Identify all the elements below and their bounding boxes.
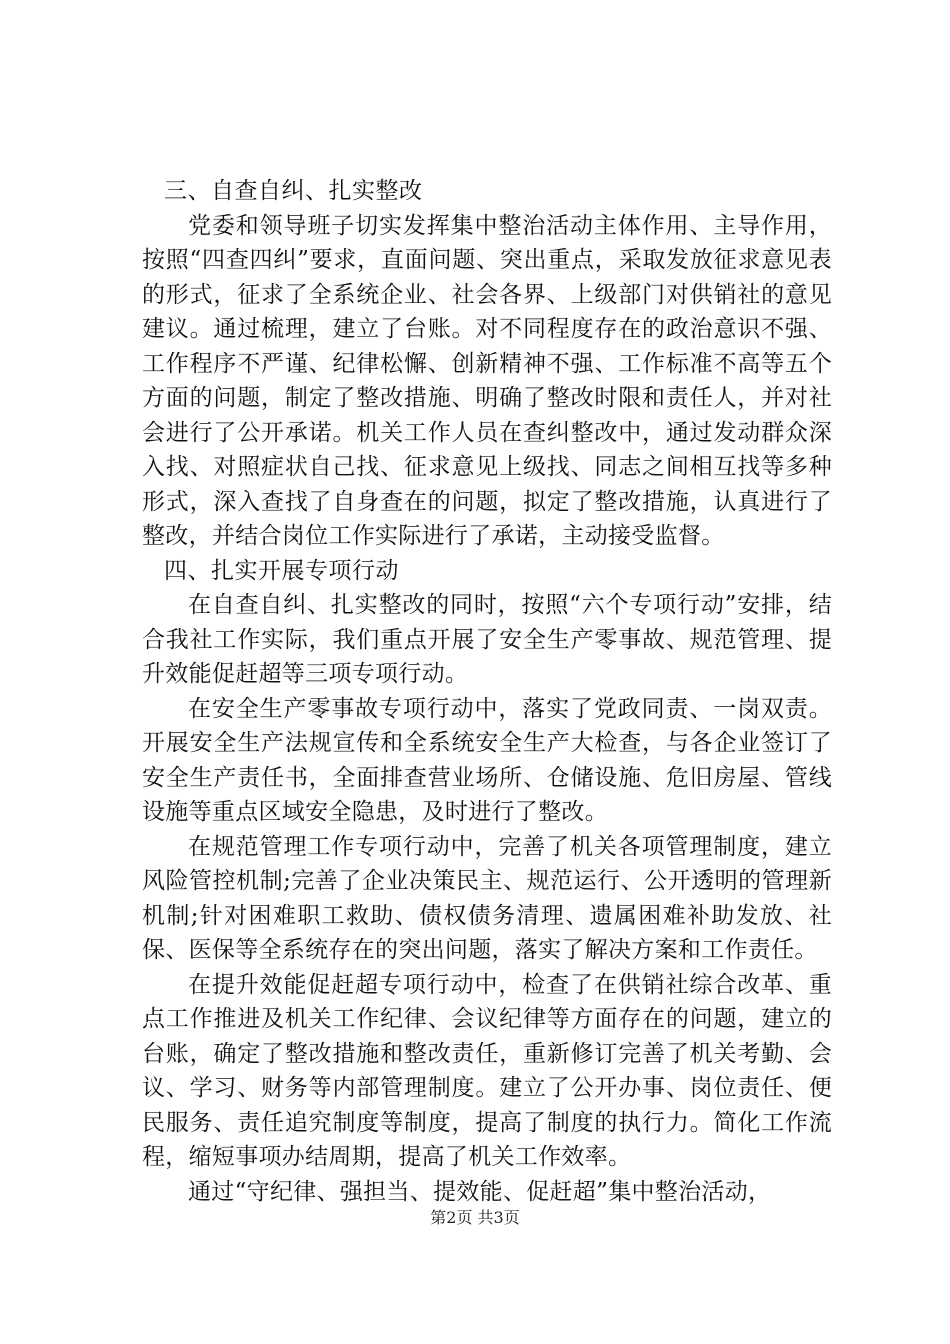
paragraph: 在规范管理工作专项行动中，完善了机关各项管理制度，建立风险管控机制;完善了企业决策民主、规范运行、公开透明的管理新机制;针对困难职工救助、债权债务清理、遗属困难补助发放、社保、医保等全系统存在的突出问题，落实了解决方案和工作责任。 (142, 833, 832, 963)
section-heading-3: 三、自查自纠、扎实整改 (164, 178, 423, 204)
paragraph: 通过“守纪律、强担当、提效能、促赶超”集中整治活动， (188, 1178, 772, 1205)
section-heading-4: 四、扎实开展专项行动 (164, 557, 399, 584)
page-number: 第2页 共3页 (430, 1208, 520, 1227)
paragraph: 在自查自纠、扎实整改的同时，按照“六个专项行动”安排，结合我社工作实际，我们重点开展了安全生产零事故、规范管理、提升效能促赶超等三项专项行动。 (142, 592, 832, 687)
paragraph: 党委和领导班子切实发挥集中整治活动主体作用、主导作用，按照“四查四纠”要求，直面问题、突出重点，采取发放征求意见表的形式，征求了全系统企业、社会各界、上级部门对供销社的意见建议。通过梳理，建立了台账。对不同程度存在的政治意识不强、工作程序不严谨、纪律松懈、创新精神不强、工作标准不高等五个方面的问题，制定了整改措施、明确了整改时限和责任人，并对社会进行了公开承诺。机关工作人员在查纠整改中，通过发动群众深入找、对照症状自己找、征求意见上级找、同志之间相互找等多种形式，深入查找了自身查在的问题，拟定了整改措施，认真进行了整改，并结合岗位工作实际进行了承诺，主动接受监督。 (142, 212, 832, 549)
document-body (142, 174, 832, 1209)
paragraph: 在提升效能促赶超专项行动中，检查了在供销社综合改革、重点工作推进及机关工作纪律、会议纪律等方面存在的问题，建立的台账，确定了整改措施和整改责任，重新修订完善了机关考勤、会议、学习、财务等内部管理制度。建立了公开办事、岗位责任、便民服务、责任追究制度等制度，提高了制度的执行力。简化工作流程，缩短事项办结周期，提高了机关工作效率。 (142, 971, 832, 1170)
paragraph: 在安全生产零事故专项行动中，落实了党政同责、一岗双责。开展安全生产法规宣传和全系统安全生产大检查，与各企业签订了安全生产责任书，全面排查营业场所、仓储设施、危旧房屋、管线设施等重点区域安全隐患，及时进行了整改。 (142, 695, 832, 825)
